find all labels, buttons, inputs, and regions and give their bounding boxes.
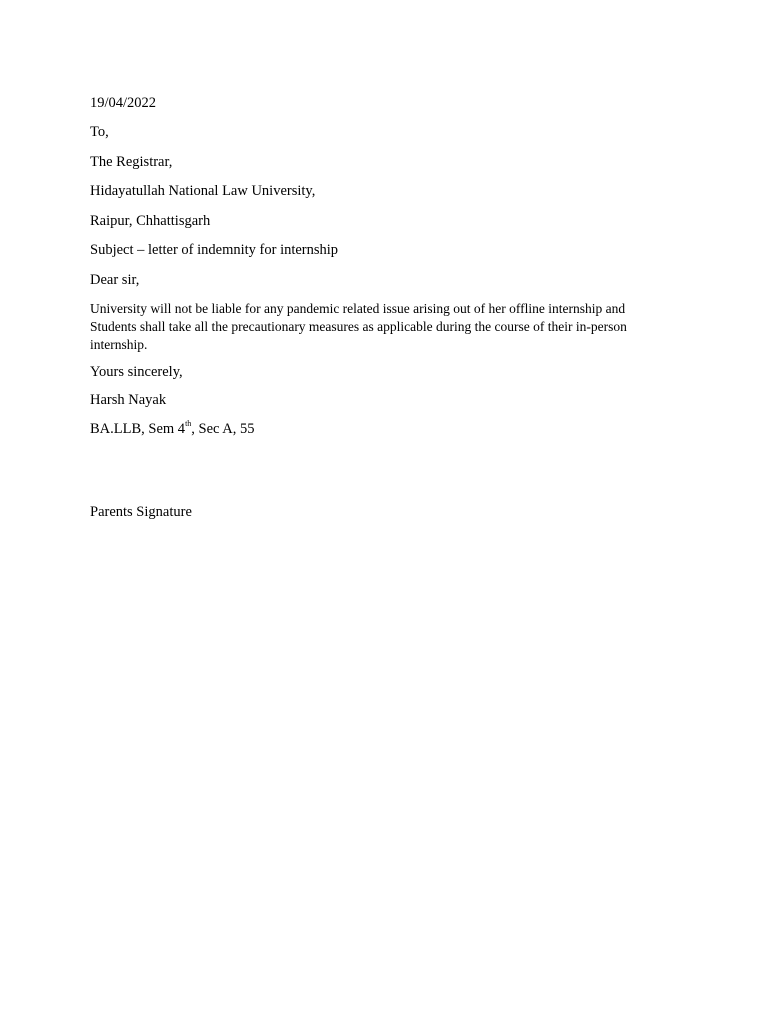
salutation-to: To, xyxy=(90,124,109,140)
parents-signature-label: Parents Signature xyxy=(90,504,192,520)
recipient-institution: Hidayatullah National Law University, xyxy=(90,183,316,199)
sender-name: Harsh Nayak xyxy=(90,392,167,408)
letter-closing: Yours sincerely, xyxy=(90,364,183,380)
letter-date: 19/04/2022 xyxy=(90,95,157,111)
sender-details-superscript: th xyxy=(185,419,192,429)
letter-greeting: Dear sir, xyxy=(90,272,140,288)
letter-body xyxy=(90,300,660,354)
sender-details-prefix: BA.LLB, Sem 4 xyxy=(90,421,186,437)
sender-details xyxy=(90,420,255,438)
recipient-location: Raipur, Chhattisgarh xyxy=(90,213,211,229)
letter-body-line: internship. xyxy=(90,337,148,352)
recipient-title: The Registrar, xyxy=(90,154,173,170)
letter-body-line: Students shall take all the precautionary measures as applicable during the course of their in-person xyxy=(90,319,627,334)
sender-details-suffix: , Sec A, 55 xyxy=(191,421,255,437)
letter-body-line: University will not be liable for any pandemic related issue arising out of her offline internship and xyxy=(90,301,626,316)
letter-subject: Subject – letter of indemnity for internship xyxy=(90,242,339,258)
